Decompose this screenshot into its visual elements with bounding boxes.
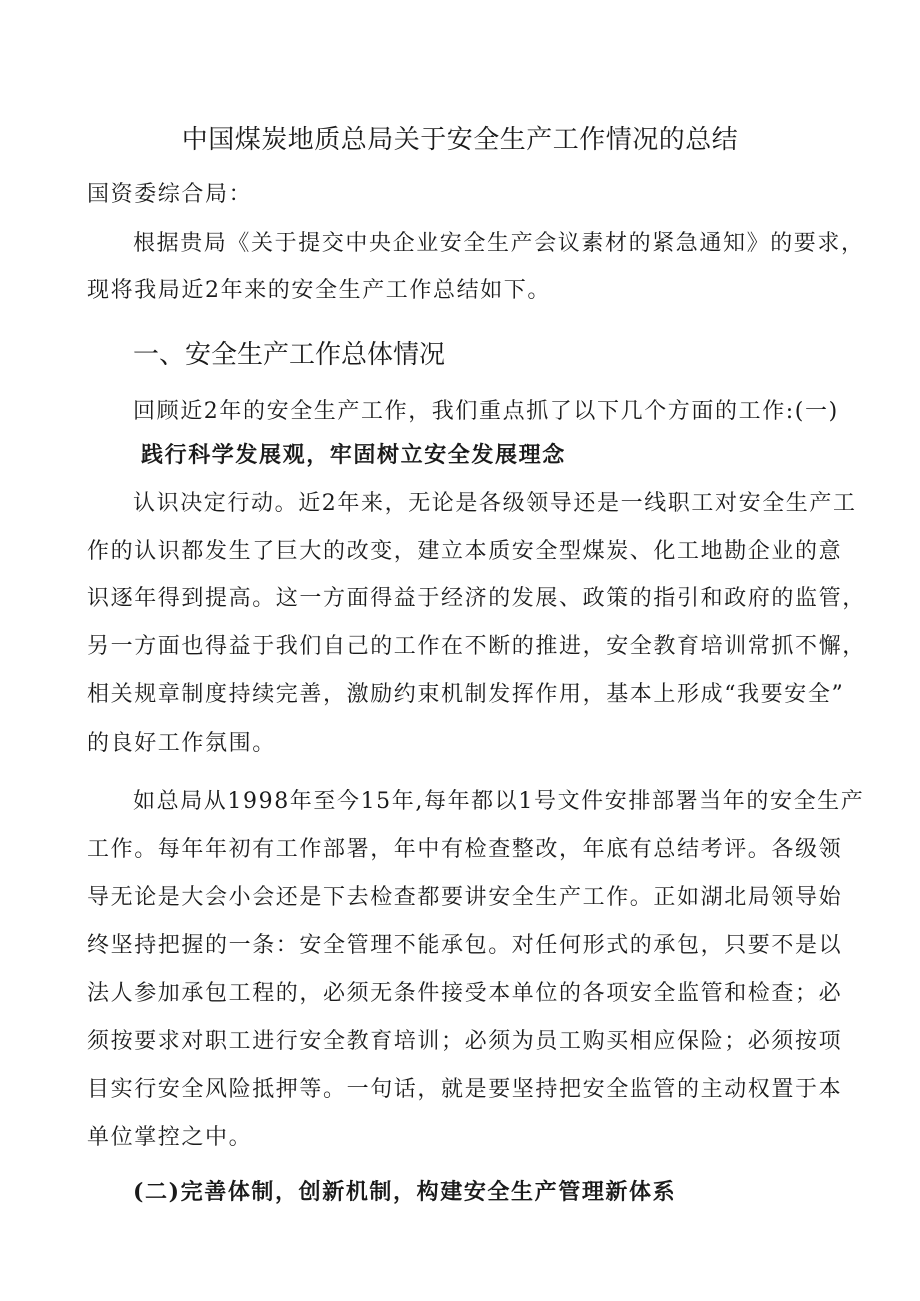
paragraph-line: 如总局从1998年至今15年,每年都以1号文件安排部署当年的安全生产 (133, 789, 865, 814)
paragraph-line: 认识决定行动。近2年来，无论是各级领导还是一线职工对安全生产工 (133, 491, 857, 516)
paragraph-line: 识逐年得到提高。这一方面得益于经济的发展、政策的指引和政府的监管， (87, 586, 866, 611)
paragraph-line: 相关规章制度持续完善，激励约束机制发挥作用，基本上形成“我要安全” (87, 682, 845, 707)
paragraph-line: 法人参加承包工程的，必须无条件接受本单位的各项安全监管和检查；必 (87, 981, 843, 1006)
subheading: 践行科学发展观，牢固树立安全发展理念 (141, 442, 566, 468)
salutation: 国资委综合局： (87, 182, 253, 207)
paragraph-line: 终坚持把握的一条：安全管理不能承包。对任何形式的承包，只要不是以 (87, 933, 843, 958)
paragraph-line: 须按要求对职工进行安全教育培训；必须为员工购买相应保险；必须按项 (87, 1029, 843, 1054)
paragraph-line: 另一方面也得益于我们自己的工作在不断的推进，安全教育培训常抓不懈， (87, 634, 866, 659)
paragraph-line: 目实行安全风险抵押等。一句话，就是要坚持把安全监管的主动权置于本 (87, 1077, 843, 1102)
subheading: (二)完善体制，创新机制，构建安全生产管理新体系 (133, 1179, 677, 1205)
review-line: 回顾近2年的安全生产工作，我们重点抓了以下几个方面的工作:(一) (133, 399, 839, 424)
paragraph-line: 作的认识都发生了巨大的改变，建立本质安全型煤炭、化工地勘企业的意 (87, 539, 843, 564)
paragraph-line: 单位掌控之中。 (87, 1125, 253, 1150)
document-title: 中国煤炭地质总局关于安全生产工作情况的总结 (181, 125, 739, 155)
paragraph-line: 工作。每年年初有工作部署，年中有检查整改，年底有总结考评。各级领 (87, 837, 843, 862)
intro-line: 根据贵局《关于提交中央企业安全生产会议素材的紧急通知》的要求， (133, 231, 865, 256)
paragraph-line: 导无论是大会小会还是下去检查都要讲安全生产工作。正如湖北局领导始 (87, 885, 843, 910)
intro-line: 现将我局近2年来的安全生产工作总结如下。 (87, 278, 551, 303)
section-heading: 一、安全生产工作总体情况 (133, 340, 446, 370)
paragraph-line: 的良好工作氛围。 (87, 731, 276, 756)
